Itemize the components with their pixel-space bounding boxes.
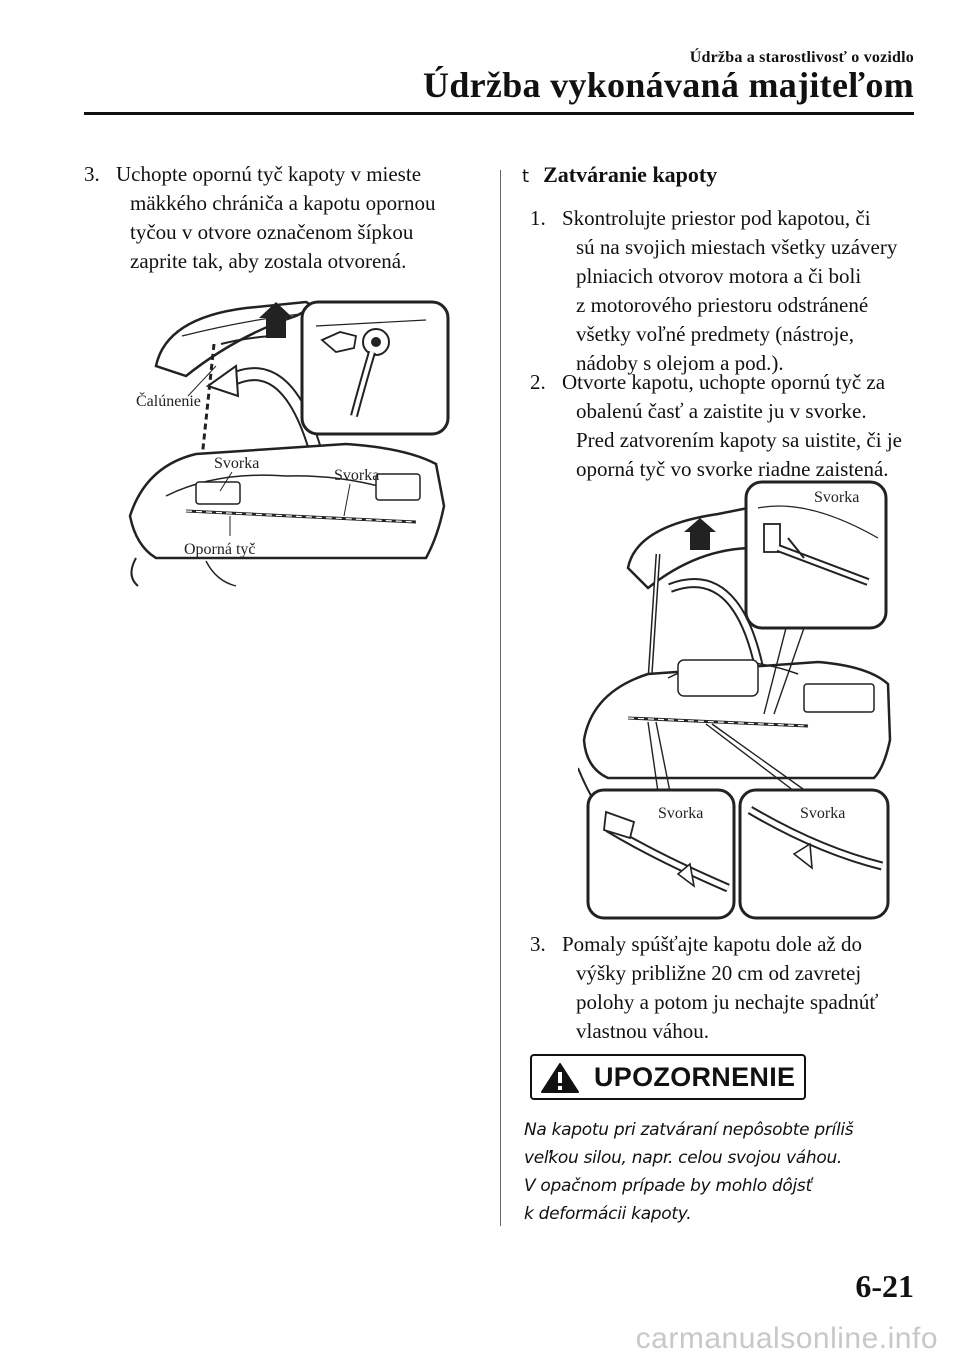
step-line: sú na svojich miestach všetky uzávery	[576, 235, 898, 259]
step-line: vlastnou váhou.	[576, 1019, 709, 1043]
hood-closing-figure	[578, 478, 894, 922]
caution-body	[524, 1116, 904, 1228]
label-clip-right: Svorka	[334, 467, 380, 484]
step-line: tyčou v otvore označenom šípkou	[130, 220, 414, 244]
page-title: Údržba vykonávaná majiteľom	[423, 65, 914, 105]
right-step-2	[530, 368, 930, 484]
heading-bullet: t	[522, 166, 530, 187]
watermark: carmanualsonline.info	[635, 1322, 938, 1355]
page-number: 6-21	[855, 1268, 914, 1304]
header-section-label: Údržba a starostlivosť o vozidlo	[689, 49, 914, 66]
caution-line: V opačnom prípade by mohlo dôjsť	[524, 1176, 812, 1196]
caution-line: Na kapotu pri zatváraní nepôsobte príliš	[524, 1120, 854, 1140]
heading-text: Zatváranie kapoty	[543, 162, 718, 187]
step-number: 3.	[530, 932, 546, 956]
step-line: Pomaly spúšťajte kapotu dole až do	[562, 932, 862, 956]
right-step-3	[530, 930, 930, 1046]
step-line: polohy a potom ju nechajte spadnúť	[576, 990, 879, 1014]
warning-icon	[540, 1062, 580, 1099]
caution-line: veľkou silou, napr. celou svojou váhou.	[524, 1148, 843, 1168]
label-clip-top: Svorka	[814, 489, 860, 506]
left-step-3	[84, 160, 484, 276]
step-number: 2.	[530, 370, 546, 394]
step-line: oporná tyč vo svorke riadne zaistená.	[576, 457, 889, 481]
label-clip-left: Svorka	[214, 455, 260, 472]
step-number: 3.	[84, 162, 100, 186]
step-line: Otvorte kapotu, uchopte opornú tyč za	[562, 370, 886, 394]
step-number: 1.	[530, 206, 546, 230]
label-prop-rod: Oporná tyč	[184, 541, 256, 558]
step-line: Uchopte opornú tyč kapoty v mieste	[116, 162, 422, 186]
section-heading	[522, 162, 717, 188]
step-line: Pred zatvorením kapoty sa uistite, či je	[576, 428, 902, 452]
column-divider	[500, 170, 501, 1226]
step-line: mäkkého chrániča a kapotu opornou	[130, 191, 436, 215]
caution-box	[530, 1054, 806, 1100]
step-line: plniacich otvorov motora a či boli	[576, 264, 862, 288]
caution-line: k deformácii kapoty.	[524, 1204, 692, 1224]
step-line: nádoby s olejom a pod.).	[576, 351, 784, 375]
caution-title: UPOZORNENIE	[594, 1062, 796, 1092]
step-line: všetky voľné predmety (nástroje,	[576, 322, 854, 346]
label-clip-bottom-left: Svorka	[658, 805, 704, 822]
step-line: zaprite tak, aby zostala otvorená.	[130, 249, 407, 273]
step-line: Skontrolujte priestor pod kapotou, či	[562, 206, 871, 230]
hood-prop-figure	[126, 296, 456, 591]
step-line: výšky približne 20 cm od zavretej	[576, 961, 862, 985]
step-line: z motorového priestoru odstránené	[576, 293, 869, 317]
right-step-1	[530, 204, 930, 378]
step-line: obalenú časť a zaistite ju v svorke.	[576, 399, 867, 423]
label-clip-bottom-right: Svorka	[800, 805, 846, 822]
header-rule	[84, 112, 914, 115]
label-padding: Čalúnenie	[136, 393, 201, 410]
